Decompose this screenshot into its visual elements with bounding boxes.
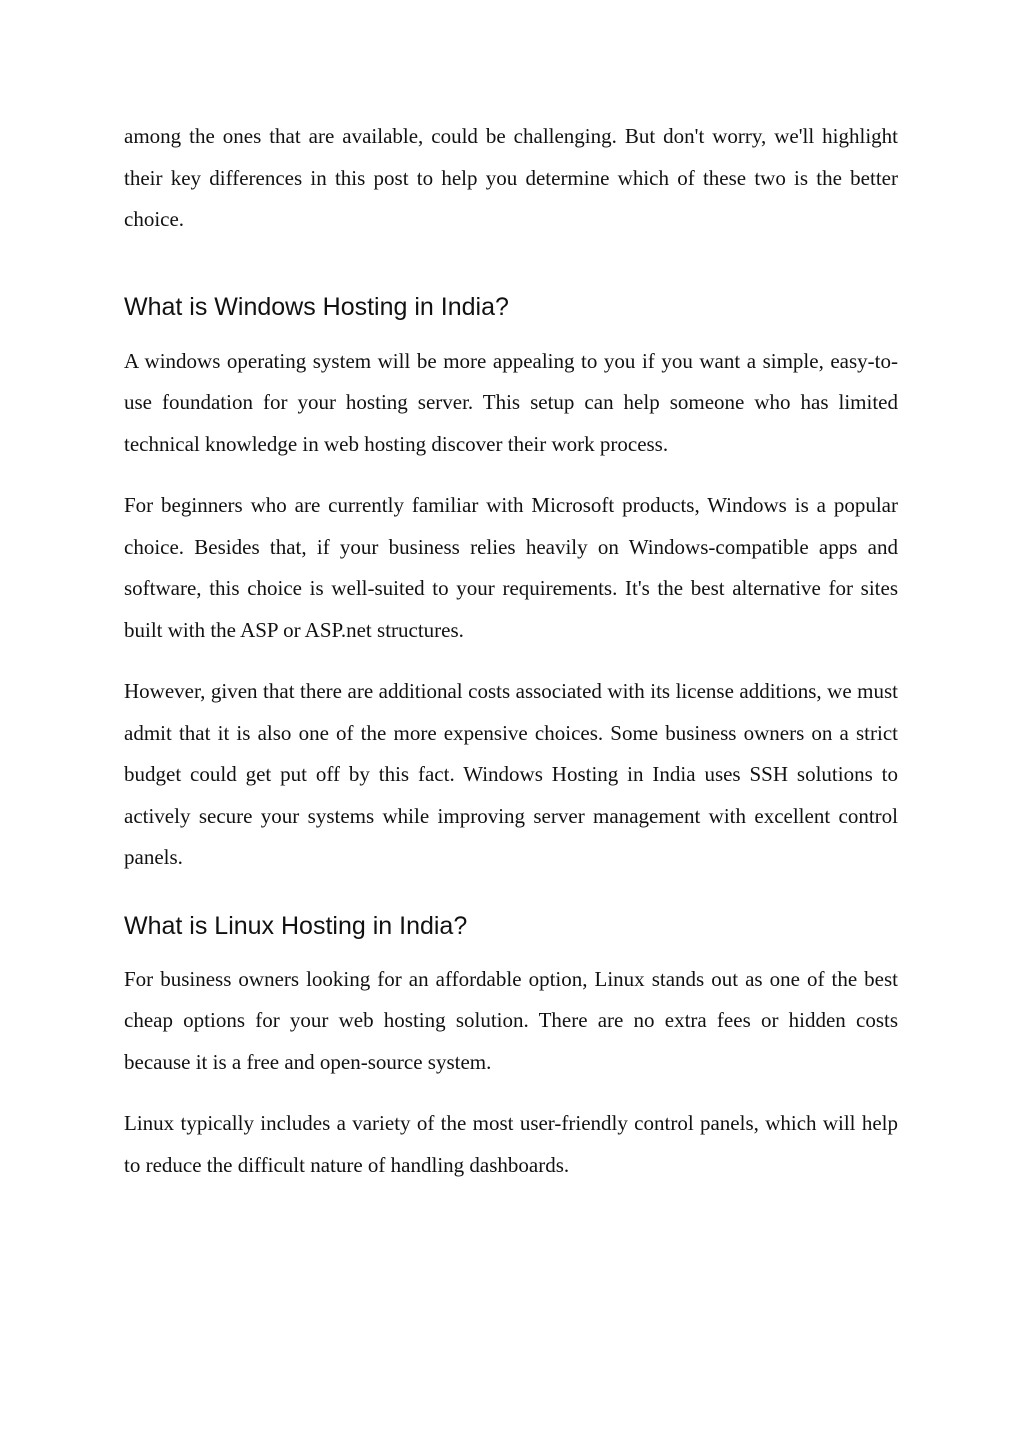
windows-hosting-heading: What is Windows Hosting in India?: [124, 292, 509, 321]
windows-paragraph-2: For beginners who are currently familiar with Microsoft products, Windows is a popular choice. Besides that, if your business relies heavily on Windows-compatible apps and software, this choice is well-suited to your requirements. It's the best alternative for sites built with the ASP or ASP.net structures.: [124, 493, 898, 642]
linux-paragraph-2: Linux typically includes a variety of the most user-friendly control panels, which will help to reduce the difficult nature of handling dashboards.: [124, 1111, 898, 1177]
linux-paragraph-1: For business owners looking for an affordable option, Linux stands out as one of the best cheap options for your web hosting solution. There are no extra fees or hidden costs because it is a free and open-source system.: [124, 966, 898, 1074]
linux-hosting-heading: What is Linux Hosting in India?: [124, 911, 468, 940]
windows-paragraph-1: A windows operating system will be more appealing to you if you want a simple, easy-to-use foundation for your hosting server. This setup can help someone who has limited technical knowledge in web hosting discover their work process.: [124, 348, 898, 456]
intro-paragraph: among the ones that are available, could be challenging. But don't worry, we'll highlight their key differences in this post to help you determine which of these two is the better choice.: [124, 124, 898, 231]
windows-paragraph-3: However, given that there are additional costs associated with its license additions, we must admit that it is also one of the more expensive choices. Some business owners on a strict budget could get put off by this fact. Windows Hosting in India uses SSH solutions to actively secure your systems while improving server management with excellent control panels.: [124, 679, 898, 869]
document-page: [124, 116, 898, 1206]
